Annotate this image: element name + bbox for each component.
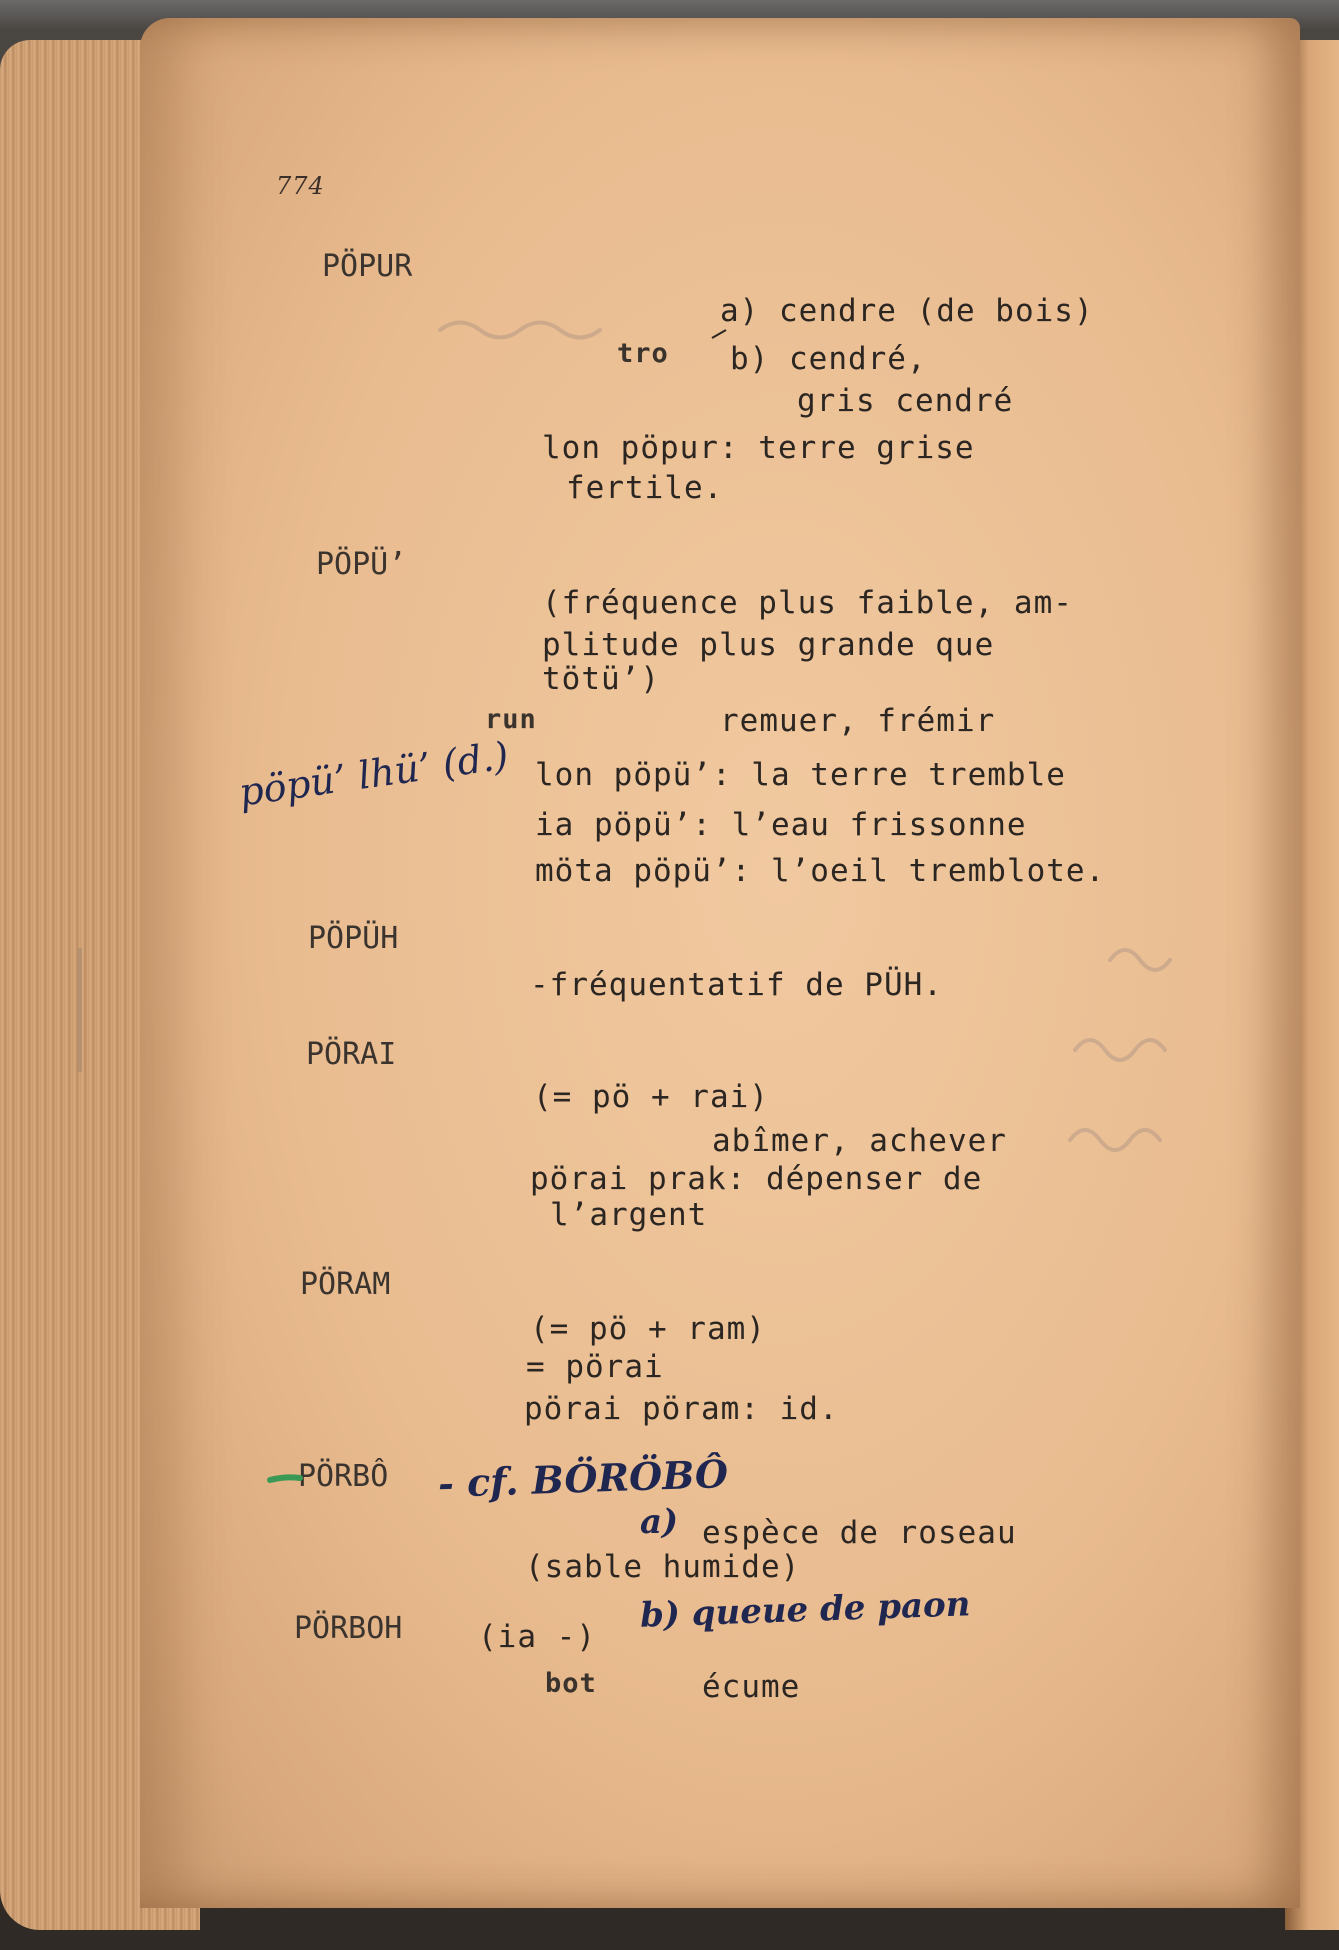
popu-note-2: plitude plus grande que	[542, 627, 995, 663]
poram-equiv: = pörai	[526, 1349, 664, 1385]
handwritten-porbo-crossref: - cf. BÖRÖBÔ	[437, 1450, 729, 1507]
headword-porbo: PÖRBÔ	[298, 1459, 389, 1494]
popu-example-1: lon pöpü’: la terre tremble	[535, 757, 1066, 793]
headword-popu: PÖPÜ’	[316, 547, 407, 582]
popu-example-2: ia pöpü’: l’eau frissonne	[535, 807, 1027, 843]
popur-example-1: lon pöpur: terre grise	[542, 430, 975, 466]
poram-example-1: pörai pöram: id.	[524, 1391, 839, 1427]
porai-gloss: abîmer, achever	[712, 1123, 1007, 1159]
headword-porai: PÖRAI	[306, 1037, 397, 1072]
handwritten-porbo-b: b) queue de paon	[639, 1584, 972, 1636]
popu-note-1: (fréquence plus faible, am-	[542, 585, 1073, 621]
porai-example-1b: l’argent	[550, 1197, 708, 1233]
headword-poram: PÖRAM	[300, 1267, 391, 1302]
porboh-gloss: écume	[702, 1669, 801, 1705]
popur-grammar: tro	[617, 338, 669, 369]
porbo-note: (sable humide)	[525, 1549, 801, 1585]
popur-example-1b: fertile.	[566, 470, 724, 506]
headword-porboh: PÖRBOH	[294, 1611, 403, 1646]
headword-popur: PÖPUR	[322, 249, 413, 284]
porbo-gloss-a: espèce de roseau	[702, 1515, 1017, 1551]
popur-sense-b: b) cendré,	[730, 341, 927, 377]
popur-sense-b2: gris cendré	[797, 383, 1014, 419]
popuh-gloss: -fréquentatif de PÜH.	[530, 967, 943, 1003]
porboh-qualifier: (ia -)	[478, 1619, 596, 1655]
popu-note-3: tötü’)	[542, 661, 660, 697]
popu-grammar: run	[485, 704, 537, 735]
popu-example-3: möta pöpü’: l’oeil tremblote.	[535, 853, 1106, 889]
popu-gloss: remuer, frémir	[720, 703, 996, 739]
headword-popuh: PÖPÜH	[308, 921, 399, 956]
page-number: 774	[276, 172, 325, 200]
porboh-grammar: bot	[545, 1668, 597, 1699]
poram-etymology: (= pö + ram)	[530, 1311, 766, 1347]
handwritten-popu-variant: pöpü’ lhü’ (d.)	[236, 733, 512, 815]
popur-sense-a: a) cendre (de bois)	[720, 293, 1094, 329]
handwritten-porbo-a: a)	[640, 1502, 679, 1542]
porai-etymology: (= pö + rai)	[533, 1079, 769, 1115]
porai-example-1: pörai prak: dépenser de	[530, 1161, 983, 1197]
